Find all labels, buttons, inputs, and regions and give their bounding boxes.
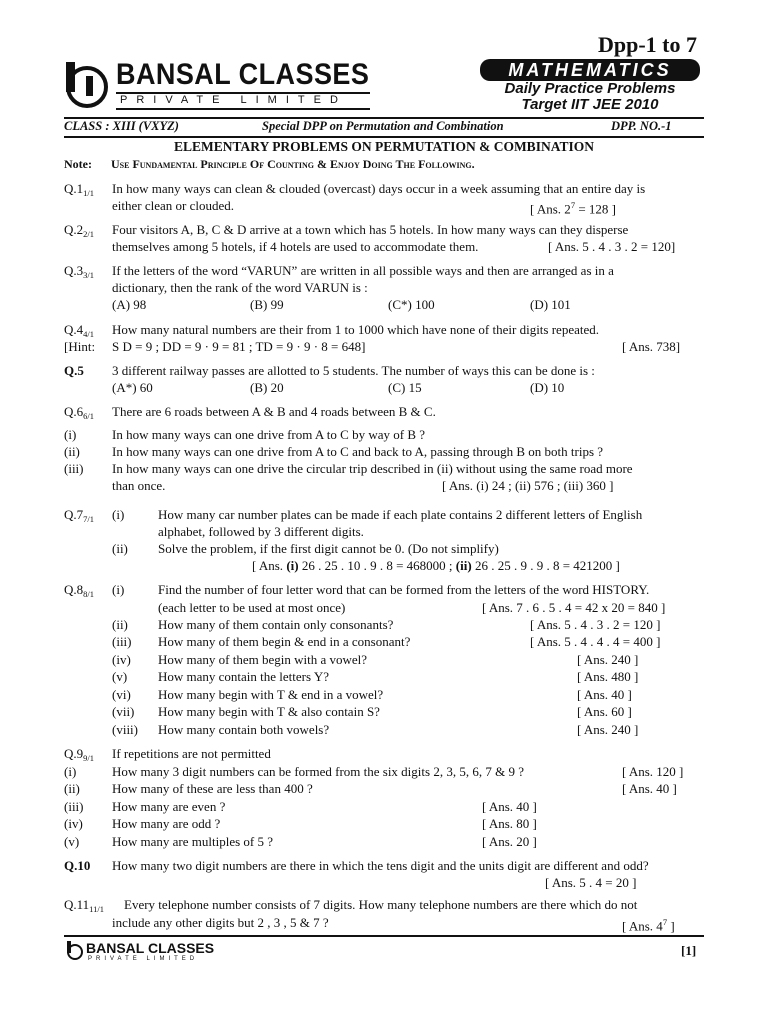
page-title: ELEMENTARY PROBLEMS ON PERMUTATION & COMBINATION	[174, 139, 594, 154]
q11-line1: Every telephone number consists of 7 digits. How many telephone numbers are there which do not	[124, 897, 638, 912]
question-11: $Q.11_{11/1}$	[64, 897, 104, 914]
q1-answer: [ Ans. $2^7 = 128$ ]	[530, 200, 616, 217]
q8-part-label: (vii)	[112, 704, 135, 719]
q2-line1: Four visitors A, B, C & D arrive at a town which has 5 hotels. In how many ways can they disperse	[112, 222, 629, 237]
q7-answer: [ Ans. (i) 26 . 25 . 10 . 9 . 8 = 468000 ; (ii) 26 . 25 . 9 . 9 . 8 = 421200 ]	[252, 558, 620, 573]
q3-option-a: (A) 98	[112, 297, 147, 312]
q8-i-answer: [ Ans. 7 . 6 . 5 . 4 = 42 x 20 = 840 ]	[482, 600, 666, 615]
q11-answer: [ Ans. $4^7$ ]	[622, 917, 675, 934]
q6-iii-label: (iii)	[64, 461, 84, 476]
q8-part-text: How many begin with T & end in a vowel?	[158, 687, 384, 702]
q8-part-text: How many begin with T & also contain S?	[158, 704, 380, 719]
q8-part-answer: [ Ans. 40 ]	[577, 687, 632, 702]
q5-option-b: (B) 20	[250, 380, 284, 395]
q8-part-text: How many of them begin & end in a consonant?	[158, 634, 411, 649]
q10-line1: How many two digit numbers are there in which the tens digit and the units digit are different and odd?	[112, 858, 649, 873]
q8-i-cont: (each letter to be used at most once)	[158, 600, 346, 615]
q8-part-label: (iv)	[112, 652, 131, 667]
q8-part-text: How many of them begin with a vowel?	[158, 652, 368, 667]
q9-part-answer: [ Ans. 40 ]	[482, 799, 537, 814]
q3-option-d: (D) 101	[530, 297, 571, 312]
q9-part-label: (ii)	[64, 781, 80, 796]
note-label: Note:	[64, 157, 92, 171]
q2-line2: themselves among 5 hotels, if 4 hotels are used to accommodate them.	[112, 239, 479, 254]
q8-part-text: How many contain the letters Y?	[158, 669, 329, 684]
q8-part-answer: [ Ans. 5 . 4 . 4 . 4 = 400 ]	[530, 634, 661, 649]
q6-line1: There are 6 roads between A & B and 4 roads between B & C.	[112, 404, 436, 419]
q6-iii: In how many ways can one drive the circular trip described in (ii) without using the same road more	[112, 461, 633, 476]
q2-answer: [ Ans. 5 . 4 . 3 . 2 = 120]	[548, 239, 676, 254]
q7-i-label: (i)	[112, 507, 125, 522]
question-7: $Q.7_{7/1}$	[64, 507, 95, 524]
q7-i-cont: alphabet, followed by 3 different digits.	[158, 524, 364, 539]
q9-part-label: (i)	[64, 764, 77, 779]
q9-part-label: (iv)	[64, 816, 83, 831]
q3-option-c: (C*) 100	[388, 297, 435, 312]
page-number: [1]	[681, 943, 697, 958]
class-label: CLASS : XIII (VXYZ)	[64, 119, 179, 133]
q8-part-answer: [ Ans. 240 ]	[577, 652, 639, 667]
question-3: $Q.3_{3/1}$	[64, 263, 95, 280]
q4-hint: S D = 9 ; DD = 9 · 9 = 81 ; TD = 9 · 9 · 8 = 648]	[112, 339, 366, 354]
q6-ii: In how many ways can one drive from A to C and back to A, passing through B on both trips ?	[112, 444, 604, 459]
q9-line1: If repetitions are not permitted	[112, 746, 271, 761]
q9-part-answer: [ Ans. 40 ]	[622, 781, 677, 796]
q9-part-text: How many 3 digit numbers can be formed from the six digits 2, 3, 5, 6, 7 & 9 ?	[112, 764, 524, 779]
note-text: Use Fundamental Principle Of Counting & Enjoy Doing The Following.	[111, 157, 475, 171]
q4-hint-label: [Hint:	[64, 339, 96, 354]
q3-line2: dictionary, then the rank of the word VARUN is :	[112, 280, 368, 295]
q9-part-answer: [ Ans. 80 ]	[482, 816, 537, 831]
q5-option-a: (A*) 60	[112, 380, 153, 395]
q5-option-d: (D) 10	[530, 380, 565, 395]
dpp-number: DPP. NO.-1	[611, 119, 672, 133]
q8-part-answer: [ Ans. 240 ]	[577, 722, 639, 737]
q5-line1: 3 different railway passes are allotted to 5 students. The number of ways this can be done is :	[112, 363, 595, 378]
q9-part-answer: [ Ans. 120 ]	[622, 764, 684, 779]
q8-part-answer: [ Ans. 480 ]	[577, 669, 639, 684]
question-1: $Q.1_{1/1}$	[64, 181, 95, 198]
q9-part-answer: [ Ans. 20 ]	[482, 834, 537, 849]
q11-line2: include any other digits but 2 , 3 , 5 & 7 ?	[112, 915, 329, 930]
logo-icon	[64, 62, 110, 110]
subject-banner: MATHEMATICS	[480, 59, 700, 81]
q7-ii-label: (ii)	[112, 541, 128, 556]
q4-answer: [ Ans. 738]	[622, 339, 681, 354]
q6-ii-label: (ii)	[64, 444, 80, 459]
q1-line1: In how many ways can clean & clouded (overcast) days occur in a week assuming that an entire day is	[112, 181, 646, 196]
dpp-range: Dpp-1 to 7	[598, 32, 698, 57]
question-9: $Q.9_{9/1}$	[64, 746, 95, 763]
q9-part-label: (iii)	[64, 799, 84, 814]
q7-ii: Solve the problem, if the first digit cannot be 0. (Do not simplify)	[158, 541, 499, 556]
footer-brand-subtitle: PRIVATE LIMITED	[88, 956, 199, 962]
q3-option-b: (B) 99	[250, 297, 284, 312]
q8-i: Find the number of four letter word that can be formed from the letters of the word HISTORY.	[158, 582, 650, 597]
q6-answer: [ Ans. (i) 24 ; (ii) 576 ; (iii) 360 ]	[442, 478, 614, 493]
topic-label: Special DPP on Permutation and Combination	[262, 119, 504, 133]
q9-part-text: How many are multiples of 5 ?	[112, 834, 274, 849]
brand-subtitle: PRIVATE LIMITED	[120, 94, 347, 106]
question-10: Q.10	[64, 858, 91, 873]
q8-part-label: (ii)	[112, 617, 128, 632]
q3-line1: If the letters of the word “VARUN” are written in all possible ways and then are arranged as in a	[112, 263, 614, 278]
q9-part-text: How many are even ?	[112, 799, 226, 814]
q6-i-label: (i)	[64, 427, 77, 442]
q4-line1: How many natural numbers are their from 1 to 1000 which have none of their digits repeated.	[112, 322, 599, 337]
q8-part-label: (vi)	[112, 687, 131, 702]
question-2: $Q.2_{2/1}$	[64, 222, 95, 239]
q8-part-text: How many of them contain only consonants?	[158, 617, 394, 632]
q7-i: How many car number plates can be made if each plate contains 2 different letters of English	[158, 507, 643, 522]
q8-part-answer: [ Ans. 5 . 4 . 3 . 2 = 120 ]	[530, 617, 661, 632]
q9-part-text: How many of these are less than 400 ?	[112, 781, 313, 796]
q8-i-label: (i)	[112, 582, 125, 597]
q5-option-c: (C) 15	[388, 380, 422, 395]
q8-part-text: How many contain both vowels?	[158, 722, 330, 737]
q10-answer: [ Ans. 5 . 4 = 20 ]	[545, 875, 637, 890]
brand-name: BANSAL CLASSES	[116, 58, 370, 91]
q6-i: In how many ways can one drive from A to C by way of B ?	[112, 427, 426, 442]
q6-iii-cont: than once.	[112, 478, 166, 493]
question-4: $Q.4_{4/1}$	[64, 322, 95, 339]
q1-line2: either clean or clouded.	[112, 198, 234, 213]
q8-part-label: (iii)	[112, 634, 132, 649]
dpp-subtitle: Daily Practice Problems	[504, 80, 676, 97]
target-line: Target IIT JEE 2010	[521, 96, 659, 113]
footer-brand: BANSAL CLASSES	[86, 940, 215, 956]
footer-logo-icon	[66, 941, 84, 961]
q8-part-label: (v)	[112, 669, 128, 684]
question-6: $Q.6_{6/1}$	[64, 404, 95, 421]
q8-part-answer: [ Ans. 60 ]	[577, 704, 632, 719]
q9-part-text: How many are odd ?	[112, 816, 221, 831]
q8-part-label: (viii)	[112, 722, 138, 737]
q9-part-label: (v)	[64, 834, 80, 849]
question-5: Q.5	[64, 363, 84, 378]
question-8: $Q.8_{8/1}$	[64, 582, 95, 599]
